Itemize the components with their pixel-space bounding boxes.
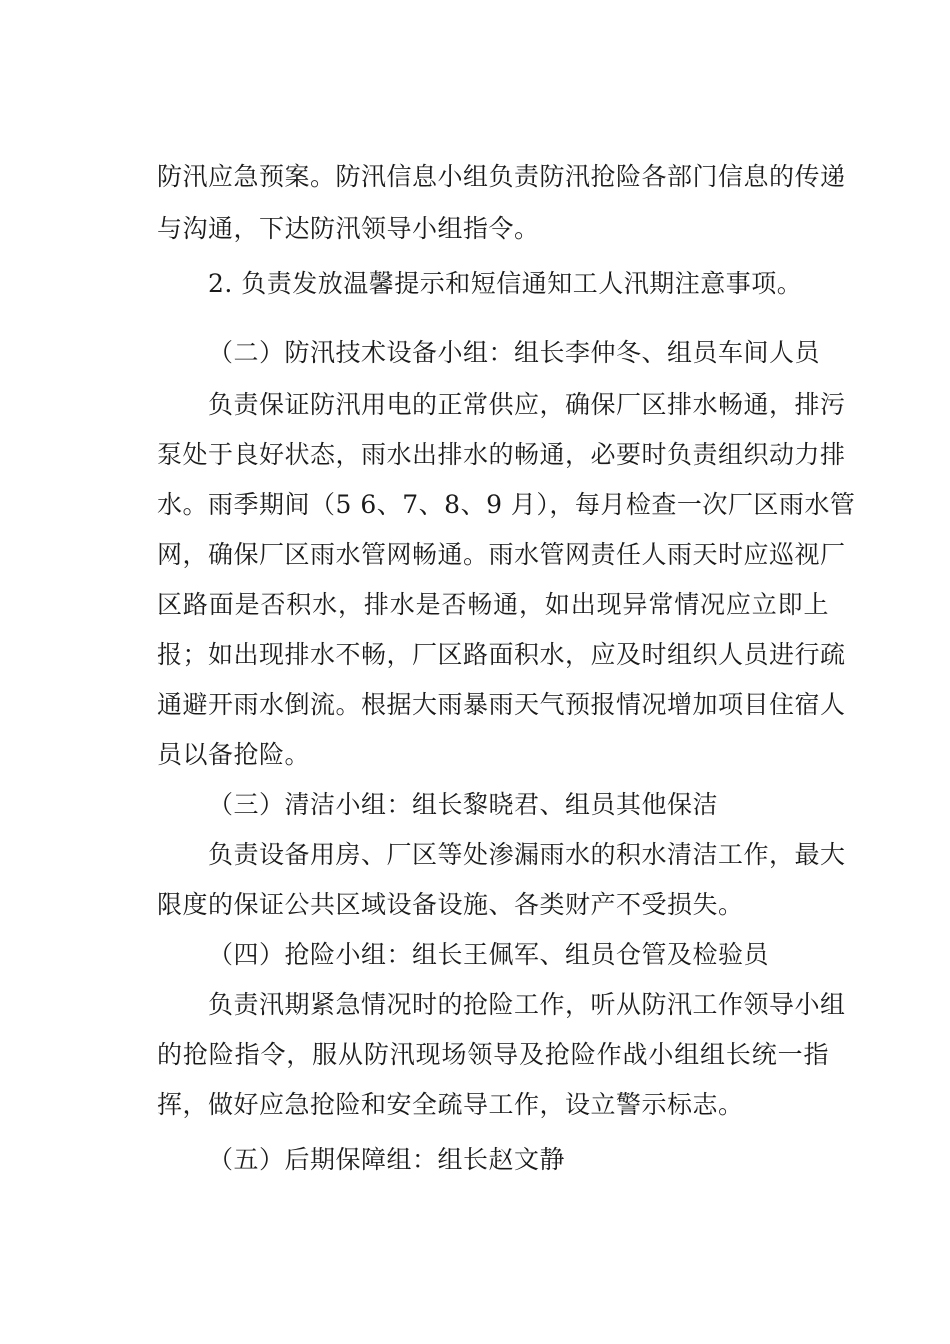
paragraph-line: 网，确保厂区雨水管网畅通。雨水管网责任人雨天时应巡视厂 (157, 540, 846, 569)
section-heading: （五）后期保障组：组长赵文静 (208, 1145, 566, 1174)
paragraph-line: 挥，做好应急抢险和安全疏导工作，设立警示标志。 (157, 1090, 744, 1119)
section-heading: （四）抢险小组：组长王佩军、组员仓管及检验员 (208, 940, 770, 969)
paragraph-line: 的抢险指令，服从防汛现场领导及抢险作战小组组长统一指 (157, 1040, 829, 1069)
paragraph-line: 报；如出现排水不畅，厂区路面积水，应及时组织人员进行疏 (157, 640, 846, 669)
paragraph-line: 水。雨季期间（5 6、7、8、9 月），每月检查一次厂区雨水管 (157, 490, 856, 519)
list-item: 2. 负责发放温馨提示和短信通知工人汛期注意事项。 (208, 269, 803, 298)
paragraph-line: 员以备抢险。 (157, 740, 311, 769)
paragraph-line: 限度的保证公共区域设备设施、各类财产不受损失。 (157, 890, 744, 919)
paragraph-line: 负责设备用房、厂区等处渗漏雨水的积水清洁工作，最大 (208, 840, 846, 869)
paragraph-line: 通避开雨水倒流。根据大雨暴雨天气预报情况增加项目住宿人 (157, 690, 846, 719)
section-heading: （二）防汛技术设备小组：组长李仲冬、组员车间人员 (208, 338, 821, 367)
paragraph-line: 区路面是否积水，排水是否畅通，如出现异常情况应立即上 (157, 590, 829, 619)
paragraph-line: 泵处于良好状态，雨水出排水的畅通，必要时负责组织动力排 (157, 440, 846, 469)
section-heading: （三）清洁小组：组长黎晓君、组员其他保洁 (208, 790, 719, 819)
paragraph-line: 负责保证防汛用电的正常供应，确保厂区排水畅通，排污 (208, 390, 846, 419)
paragraph-line: 防汛应急预案。防汛信息小组负责防汛抢险各部门信息的传递 (157, 162, 846, 191)
paragraph-line: 负责汛期紧急情况时的抢险工作，听从防汛工作领导小组 (208, 990, 846, 1019)
paragraph-line: 与沟通，下达防汛领导小组指令。 (157, 214, 540, 243)
